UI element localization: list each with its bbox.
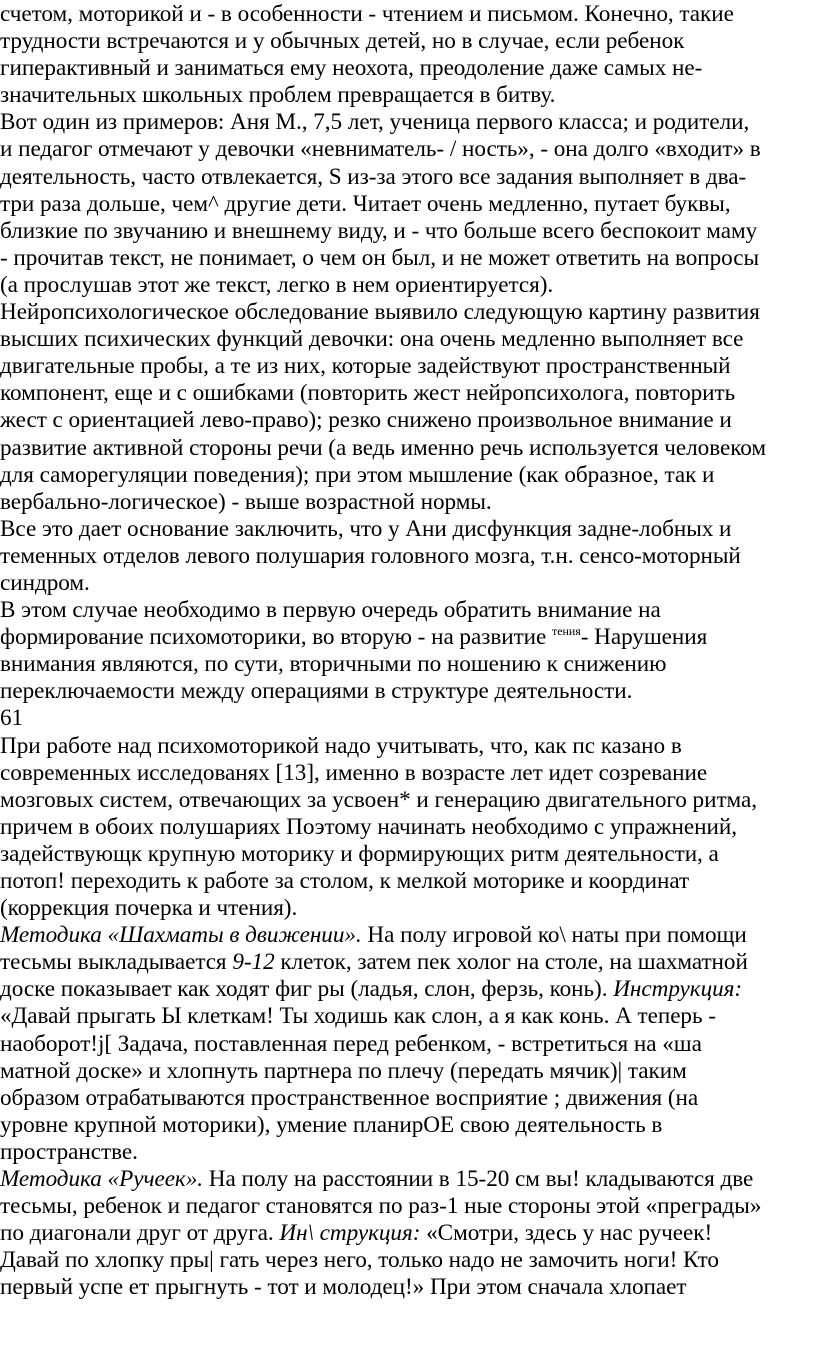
text-line: мозговых систем, отвечающих за усвоен* и генерацию двигательного ритма, (0, 786, 757, 813)
text-line (0, 1166, 812, 1193)
text-line: внимания являются, по сути, вторичными по ношению к снижению (0, 651, 667, 678)
superscript-fragment: тения (552, 624, 581, 639)
text-line: первый успе ет прыгнуть - тот и молодец!» При этом сначала хлопает (0, 1274, 687, 1301)
text-line: В этом случае необходимо в первую очередь обратить внимание на (0, 597, 661, 624)
text-line: гиперактивный и заниматься ему неохота, преодоление даже самых не- (0, 55, 703, 82)
text-line: При работе над психомоторикой надо учитывать, что, как пс казано в (0, 732, 682, 759)
text-line: значительных школьных проблем превращается в битву. (0, 82, 556, 109)
text-line: для саморегуляции поведения); при этом мышление (как образное, так и (0, 461, 715, 488)
text-line: счетом, моторикой и - в особенности - чтением и письмом. Конечно, такие (0, 1, 734, 27)
text-run: формирование психомоторики, во вторую - на развитие (0, 624, 553, 651)
text-line: (а прослушав этот же текст, легко в нем ориентируется). (0, 271, 554, 298)
text-line: потоп! переходить к работе за столом, к мелкой моторике и координат (0, 868, 690, 894)
text-line: Нейропсихологическое обследование выявило следующую картину развития (0, 299, 760, 326)
text-run: На полу игровой ко\ наты при помощи (361, 922, 747, 949)
text-line: уровне крупной моторики), умение планирОЕ свою деятельность в (0, 1111, 663, 1138)
text-line: наоборот!j[ Задача, поставленная перед ребенком, - встретиться на «ша (0, 1030, 702, 1057)
page-number: 61 (0, 705, 24, 732)
text-line: трудности встречаются и у обычных детей, но в случае, если ребенок (0, 28, 685, 55)
text-line: современных исследованях [13], именно в возрасте лет идет созревание (0, 759, 708, 786)
text-line: - прочитав текст, не понимает, о чем он был, и не может ответить на вопросы (0, 244, 760, 271)
method-title: Методика «Шахматы в движении». (0, 922, 362, 949)
text-line: двигательные пробы, а те из них, которые задействуют пространственный (0, 353, 731, 380)
text-line: тесьмы, ребенок и педагог становятся по раз-1 ные стороны этой «преграды» (0, 1193, 762, 1220)
text-line (0, 976, 812, 1003)
instruction-label: Инструкция: (613, 976, 743, 1003)
text-run: «Смотри, здесь у нас ручеек! (420, 1220, 713, 1247)
text-line: близкие по звучанию и внешнему виду, и - что больше всего беспокоит маму (0, 217, 758, 244)
text-line: высших психических функций девочки: она очень медленно выполняет все (0, 326, 744, 353)
text-line: Давай по хлопку пры| гать через него, только надо не замочить ноги! Кто (0, 1247, 719, 1274)
text-line (0, 922, 812, 949)
text-line: пространстве. (0, 1138, 138, 1165)
text-line: синдром. (0, 569, 90, 596)
text-line: Вот один из примеров: Аня М., 7,5 лет, ученица первого класса; и родители, (0, 109, 750, 136)
text-run: На полу на расстоянии в 15-20 см вы! кладываются две (203, 1166, 754, 1193)
text-line: (коррекция почерка и чтения). (0, 895, 298, 922)
text-line: вербально-логическое) - выше возрастной нормы. (0, 488, 492, 515)
text-line: переключаемости между операциями в структуре деятельности. (0, 678, 633, 705)
text-line: жест с ориентацией лево-право); резко снижено произвольное внимание и (0, 407, 732, 434)
text-line (0, 624, 812, 651)
text-line: теменных отделов левого полушария головного мозга, т.н. сенсо-моторный (0, 542, 741, 569)
text-line: «Давай прыгать Ы клеткам! Ты ходишь как слон, а я как конь. А теперь - (0, 1003, 716, 1030)
instruction-label: Ин\ струкция: (279, 1220, 421, 1247)
text-line: задействующк крупную моторику и формирующих ритм деятельности, а (0, 840, 719, 867)
method-title: Методика «Ручеек». (0, 1166, 204, 1193)
text-line: три раза дольше, чем^ другие дети. Читает очень медленно, путает буквы, (0, 190, 731, 217)
text-line: и педагог отмечают у девочки «невниматель- / ность», - она долго «входит» в (0, 136, 761, 163)
text-line: матной доске» и хлопнуть партнера по плечу (передать мячик)| таким (0, 1057, 687, 1084)
text-run: по диагонали друг от друга. (0, 1220, 280, 1247)
text-line: Все это дает основание заключить, что у Ани дисфункция задне-лобных и (0, 515, 732, 542)
text-run: тесьмы выкладывается (0, 949, 233, 976)
text-run: - Нарушения (580, 624, 708, 651)
italic-number: 9-12 (232, 949, 275, 976)
text-line: причем в обоих полушариях Поэтому начинать необходимо с упражнений, (0, 813, 737, 840)
text-line: развитие активной стороны речи (а ведь именно речь используется человеком (0, 434, 766, 461)
text-line: образом отрабатываются пространственное восприятие ; движения (на (0, 1084, 699, 1111)
text-run: доске показывает как ходят фиг ры (ладья, слон, ферзь, конь). (0, 976, 614, 1003)
text-line (0, 1220, 812, 1247)
text-line: деятельность, часто отвлекается, S из-за этого все задания выполняет в два- (0, 163, 747, 190)
text-run: клеток, затем пек холог на столе, на шахматной (274, 949, 748, 976)
text-line (0, 949, 812, 976)
text-line: компонент, еще и с ошибками (повторить жест нейропсихолога, повторить (0, 380, 736, 407)
